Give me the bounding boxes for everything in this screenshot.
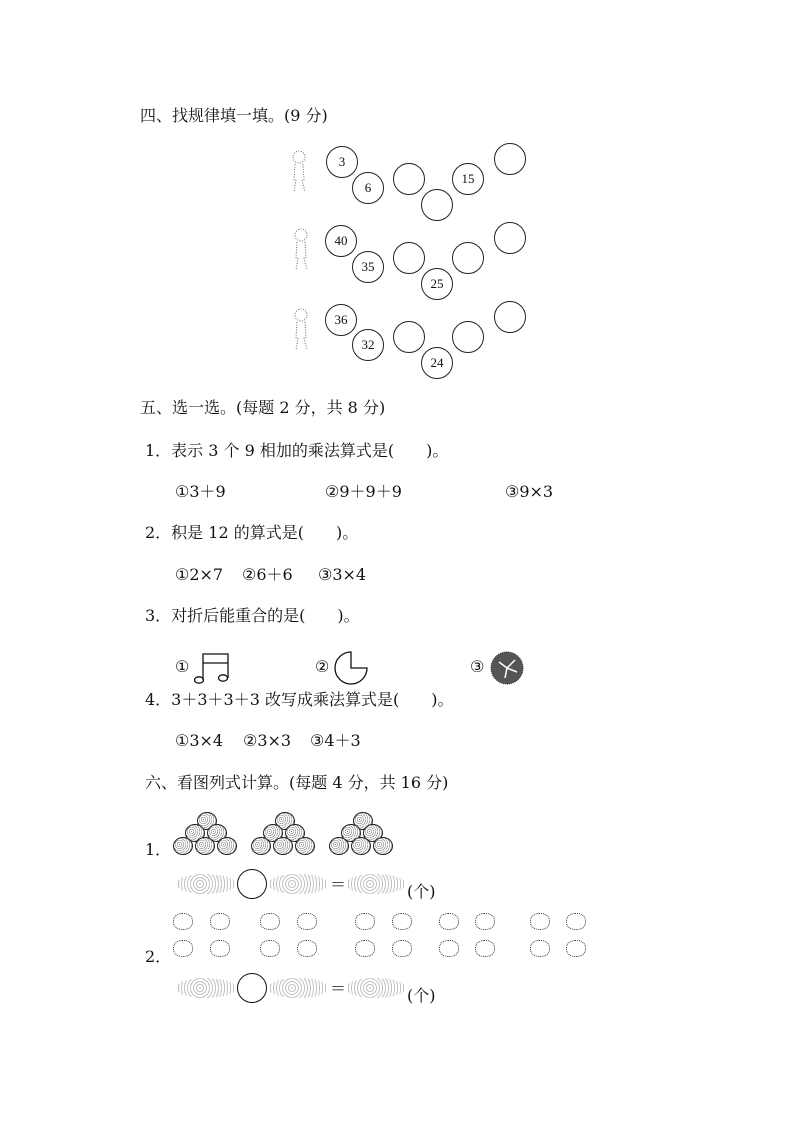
equals-sign: ＝ (330, 875, 347, 894)
pattern-circle-blank[interactable] (393, 321, 425, 353)
q4-option-1[interactable]: ①3×4 (175, 731, 224, 750)
q2-option-3[interactable]: ③3×4 (318, 565, 367, 584)
pattern-circle: 32 (352, 329, 384, 361)
ball-icon (489, 650, 525, 686)
pattern-circle-blank[interactable] (393, 163, 425, 195)
s6-question-1-number: 1． (145, 840, 172, 859)
blank-box[interactable] (176, 874, 236, 894)
pattern-circle: 36 (325, 304, 357, 336)
blank-box[interactable] (268, 978, 328, 998)
pattern-circle: 35 (352, 251, 384, 283)
q1-option-1[interactable]: ①3＋9 (175, 482, 226, 501)
section5-title: 五、选一选。(每题 2 分，共 8 分) (140, 398, 386, 417)
figure-doodle-icon (290, 150, 310, 194)
question-4-text: 4．3＋3＋3＋3 改写成乘法算式是( )。 (145, 690, 454, 709)
q3-option-2[interactable] (315, 650, 370, 686)
pie-sector-icon (334, 650, 370, 686)
q3-option-3-label: ③ (470, 657, 485, 676)
figure-doodle-icon (292, 228, 312, 272)
pattern-circle: 25 (421, 268, 453, 300)
blank-box[interactable] (346, 978, 406, 998)
q3-option-1-label: ① (175, 657, 190, 676)
q3-option-2-label: ② (315, 657, 330, 676)
q3-option-1[interactable] (175, 650, 230, 686)
pattern-circle-blank[interactable] (452, 242, 484, 274)
music-note-icon (194, 650, 230, 686)
pattern-circle-blank[interactable] (494, 301, 526, 333)
unit-label: (个) (407, 882, 436, 901)
pattern-circle-blank[interactable] (494, 222, 526, 254)
figure-doodle-icon (292, 308, 312, 352)
equals-sign: ＝ (330, 979, 347, 998)
pattern-circle: 6 (352, 172, 384, 204)
operator-circle[interactable] (237, 973, 267, 1003)
pattern-circle-blank[interactable] (421, 189, 453, 221)
unit-label: (个) (407, 986, 436, 1005)
q4-option-2[interactable]: ②3×3 (243, 731, 292, 750)
pattern-circle-blank[interactable] (393, 242, 425, 274)
section4-title: 四、找规律填一填。(9 分) (140, 106, 328, 125)
question-1-text: 1．表示 3 个 9 相加的乘法算式是( )。 (145, 441, 449, 460)
q4-option-3[interactable]: ③4＋3 (310, 731, 361, 750)
q1-option-3[interactable]: ③9×3 (505, 482, 554, 501)
blank-box[interactable] (268, 874, 328, 894)
q2-option-2[interactable]: ②6＋6 (242, 565, 293, 584)
pattern-circle: 40 (325, 225, 357, 257)
question-2-text: 2．积是 12 的算式是( )。 (145, 523, 359, 542)
blank-box[interactable] (346, 874, 406, 894)
pattern-circle: 24 (421, 347, 453, 379)
q1-option-2[interactable]: ②9＋9＋9 (325, 482, 402, 501)
s6-question-2-number: 2． (145, 947, 172, 966)
operator-circle[interactable] (237, 869, 267, 899)
question-3-text: 3．对折后能重合的是( )。 (145, 606, 360, 625)
pattern-circle: 3 (326, 146, 358, 178)
pattern-circle: 15 (452, 163, 484, 195)
q2-option-1[interactable]: ①2×7 (175, 565, 224, 584)
pattern-circle-blank[interactable] (494, 143, 526, 175)
blank-box[interactable] (176, 978, 236, 998)
q3-option-3[interactable] (470, 650, 525, 686)
section6-title: 六、看图列式计算。(每题 4 分，共 16 分) (145, 773, 449, 792)
pattern-circle-blank[interactable] (452, 321, 484, 353)
